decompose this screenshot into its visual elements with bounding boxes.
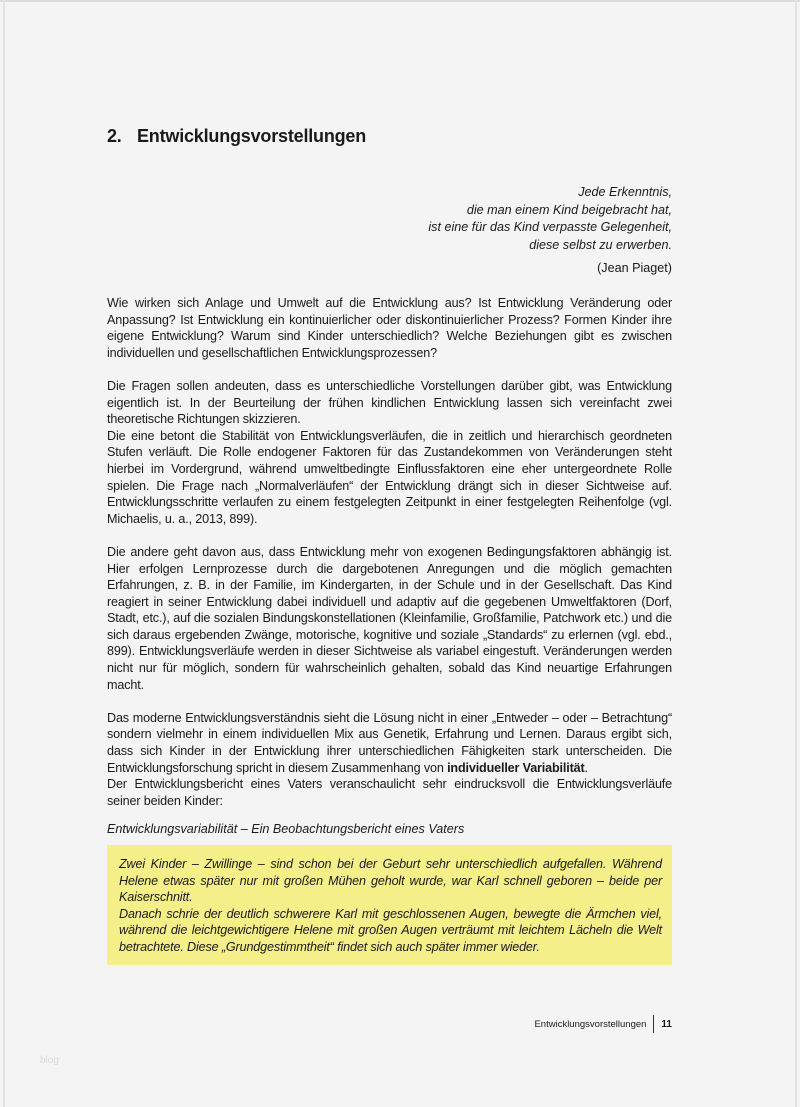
paragraph-modern-end: .	[584, 760, 588, 775]
emphasis-individual-variability: individueller Variabilität	[447, 760, 585, 775]
paragraph-exogenous-view: Die andere geht davon aus, dass Entwicklung mehr von exogenen Bedingungsfaktoren abhängig ist. Hier erfolgen Lernprozesse durch die dargebotenen Anregungen und die möglich gemachten Erfahrungen, z. B. in der Familie, im Kindergarten, in der Schule und in der Gesellschaft. Das Kind reagiert in seiner Entwicklung dabei individuell und adaptiv auf die gegebenen Umweltfaktoren (Dorf, Stadt, etc.), auf die sozialen Bindungskonstellationen (Kleinfamilie, Großfamilie, Patchwork etc.) und die sich daraus ergebenden Zwänge, motorische, kognitive und soziale „Standards“ zu erlernen (vgl. ebd., 899). Entwicklungsverläufe werden in dieser Sichtweise als variabel eingestuft. Veränderungen werden nicht nur für möglich, sondern für wahrscheinlich gehalten, sobald das Kind neuartige Erfahrungen macht.	[107, 544, 672, 692]
box-paragraph-temperament: Danach schrie der deutlich schwerere Karl mit geschlossenen Augen, bewegte die Ärmchen viel, während die leichtgewichtigere Helene mit großen Augen verträumt mit leichtem Lächeln die Welt betrachtete. Diese „Grundgestimmtheit“ findet sich auch später immer wieder.	[119, 906, 662, 954]
body-text	[107, 295, 672, 809]
epigraph-line: diese selbst zu erwerben.	[529, 237, 672, 252]
page-right-edge	[795, 0, 797, 1107]
page-left-edge	[3, 0, 5, 1107]
chapter-title: Entwicklungsvorstellungen	[137, 126, 367, 146]
highlight-box	[107, 845, 672, 965]
page-number: 11	[661, 1018, 672, 1030]
page-footer	[534, 1015, 672, 1033]
box-caption: Entwicklungsvariabilität – Ein Beobachtungsbericht eines Vaters	[107, 822, 465, 836]
chapter-number: 2.	[107, 126, 122, 146]
chapter-heading	[107, 126, 366, 147]
epigraph	[428, 184, 672, 278]
epigraph-line: die man einem Kind beigebracht hat,	[466, 202, 672, 217]
paragraph-modern-view	[107, 710, 672, 776]
paragraph-father-report-intro: Der Entwicklungsbericht eines Vaters veranschaulicht sehr eindrucksvoll die Entwicklungsverläufe seiner beiden Kinder:	[107, 777, 672, 808]
running-title: Entwicklungsvorstellungen	[534, 1018, 647, 1030]
paragraph-stability-view: Die eine betont die Stabilität von Entwicklungsverläufen, die in zeitlich und hierarchisch geordneten Stufen verläuft. Die Rolle endogener Faktoren für das Zustandekommen von Veränderungen steht hierbei im Vordergrund, während umweltbedingte Einflussfaktoren eine eher untergeordnete Rolle spielen. Die Frage nach „Normalverläufen“ der Entwicklung drängt sich in dieser Sichtweise auf. Entwicklungsschritte verlaufen zu einem festgelegten Zeitpunkt in einer festgelegten Reihenfolge (vgl. Michaelis, u. a., 2013, 899).	[107, 428, 672, 526]
box-paragraph-birth: Zwei Kinder – Zwillinge – sind schon bei der Geburt sehr unterschiedlich aufgefallen. Während Helene etwas später nur mit großen Mühen geholt wurde, war Karl schnell geboren – beide per Kaiserschnitt.	[119, 857, 662, 905]
epigraph-author: (Jean Piaget)	[597, 261, 672, 276]
paragraph-intro: Die Fragen sollen andeuten, dass es unterschiedliche Vorstellungen darüber gibt, was Entwicklung eigentlich ist. In der Beurteilung der frühen kindlichen Entwicklung lassen sich vereinfacht zwei theoretische Richtungen skizzieren.	[107, 378, 672, 427]
epigraph-line: Jede Erkenntnis,	[578, 185, 672, 199]
paragraph-modern-text: Das moderne Entwicklungsverständnis sieht die Lösung nicht in einer „Entweder – oder – Betrachtung“ sondern vielmehr in einem individuellen Mix aus Genetik, Erfahrung und Lernen. Daraus ergibt sich, dass sich Kinder in der Entwicklung ihrer unterschiedlichen Fähigkeiten stark unterscheiden. Die Entwicklungsforschung spricht in diesem Zusammenhang von	[107, 710, 672, 775]
watermark: blog	[40, 1055, 59, 1066]
footer-divider	[653, 1015, 654, 1033]
page-top-edge	[0, 0, 800, 2]
paragraph-questions: Wie wirken sich Anlage und Umwelt auf die Entwicklung aus? Ist Entwicklung Veränderung oder Anpassung? Ist Entwicklung ein kontinuierlicher oder diskontinuierlicher Prozess? Formen Kinder ihre eigene Entwicklung? Warum sind Kinder unterschiedlich? Welche Beziehungen gibt es zwischen individuellen und gesellschaftlichen Entwicklungsprozessen?	[107, 296, 672, 360]
epigraph-line: ist eine für das Kind verpasste Gelegenheit,	[428, 220, 672, 235]
